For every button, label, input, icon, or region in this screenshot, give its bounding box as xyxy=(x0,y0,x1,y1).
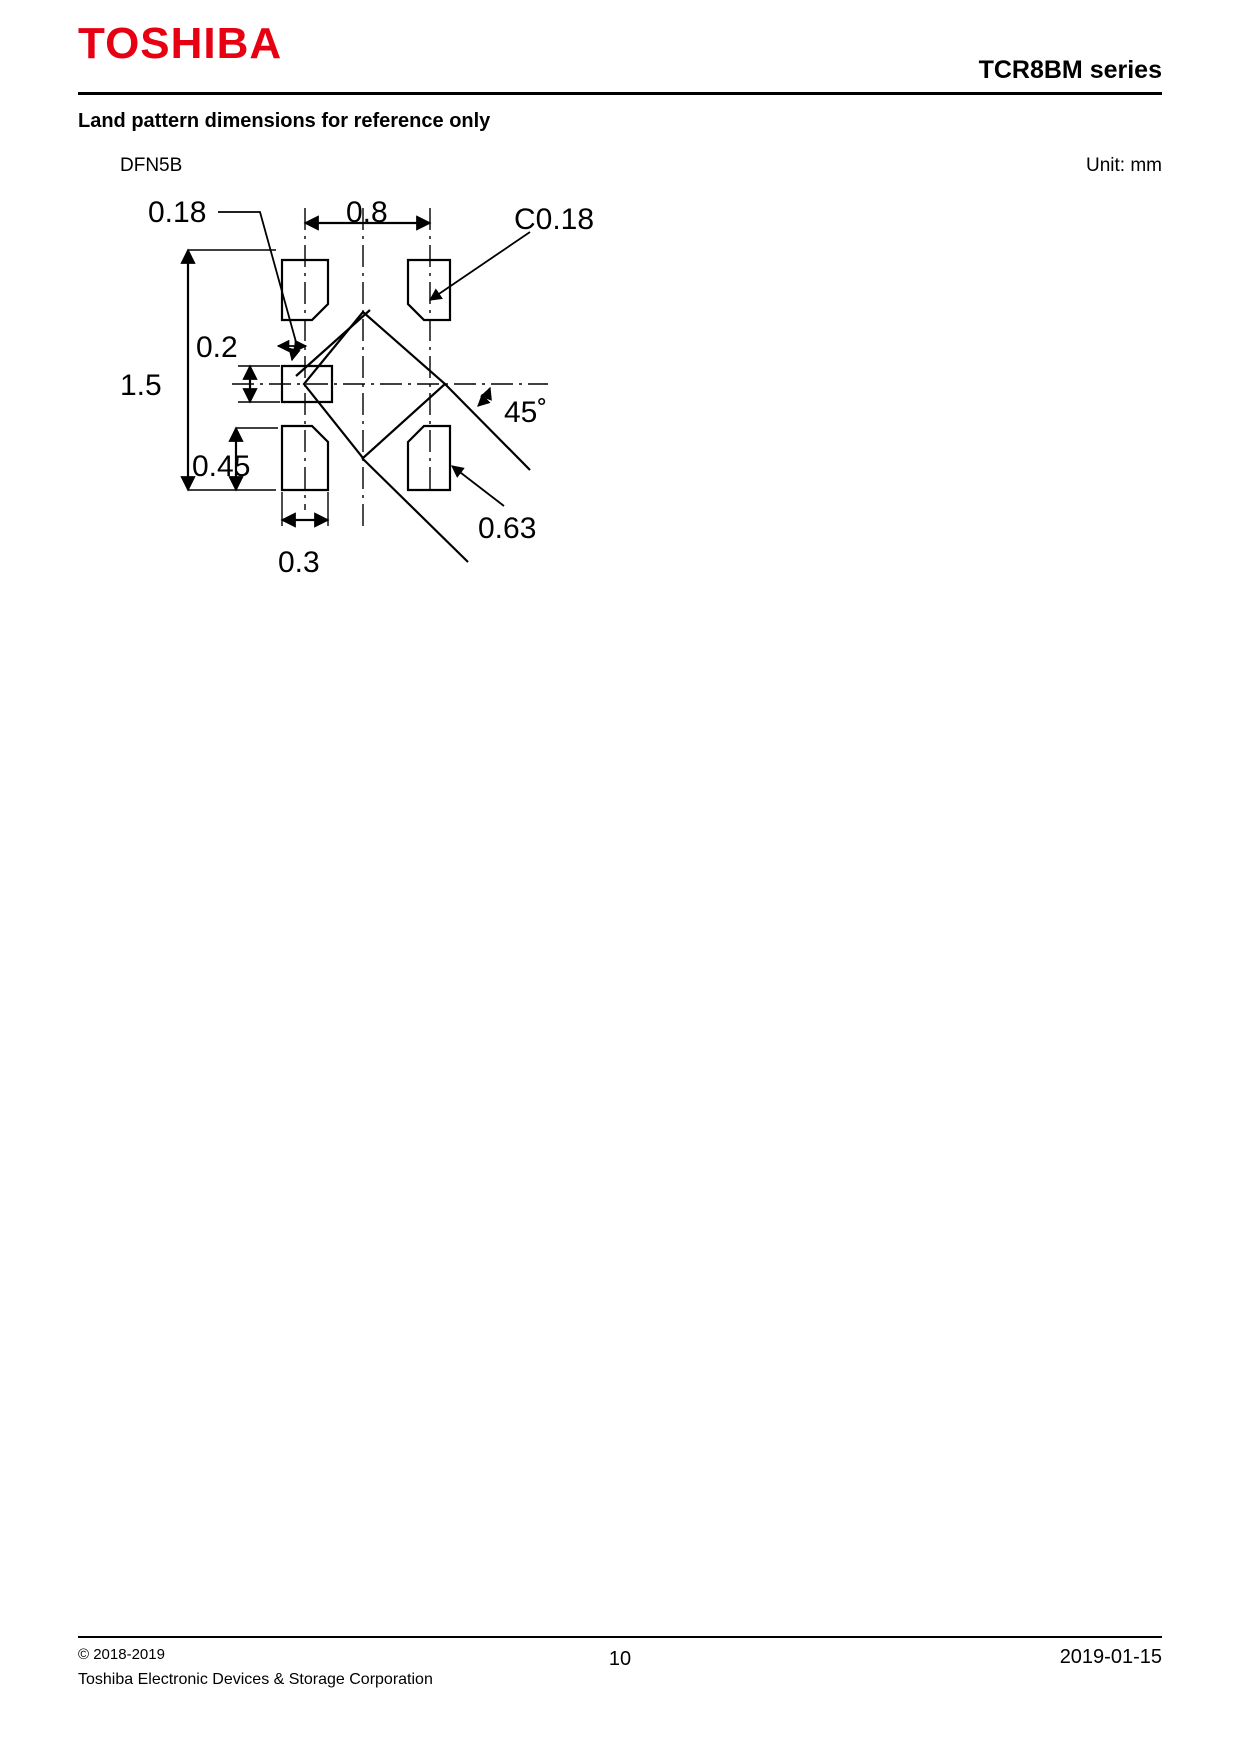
dimension-label-pitch: 0.8 xyxy=(346,196,388,229)
footer-company: Toshiba Electronic Devices & Storage Corporation xyxy=(78,1671,433,1688)
unit-label: Unit: mm xyxy=(1086,155,1162,176)
land-pattern-drawing xyxy=(100,190,660,590)
header-divider xyxy=(78,92,1162,95)
dimension-label-corner-chamfer: C0.18 xyxy=(514,203,595,236)
dimension-label-chamfer: 0.18 xyxy=(148,196,207,229)
toshiba-logo: TOSHIBA xyxy=(78,19,283,68)
section-title: Land pattern dimensions for reference only xyxy=(78,110,491,132)
footer-page-number: 10 xyxy=(608,1648,632,1670)
footer-copyright: © 2018-2019 xyxy=(78,1646,165,1663)
dimension-label-height-total: 1.5 xyxy=(120,369,162,402)
dimension-label-pad-height: 0.45 xyxy=(192,450,251,483)
footer-date: 2019-01-15 xyxy=(1059,1646,1162,1668)
page-header-title: TCR8BM series xyxy=(978,56,1162,84)
dimension-label-pad-width: 0.3 xyxy=(278,546,320,579)
dimension-label-gap: 0.2 xyxy=(196,331,238,364)
dimension-label-diagonal: 0.63 xyxy=(478,512,537,545)
package-name-label: DFN5B xyxy=(120,155,183,176)
footer-divider xyxy=(78,1636,1162,1638)
dimension-label-angle: 45˚ xyxy=(504,396,548,429)
